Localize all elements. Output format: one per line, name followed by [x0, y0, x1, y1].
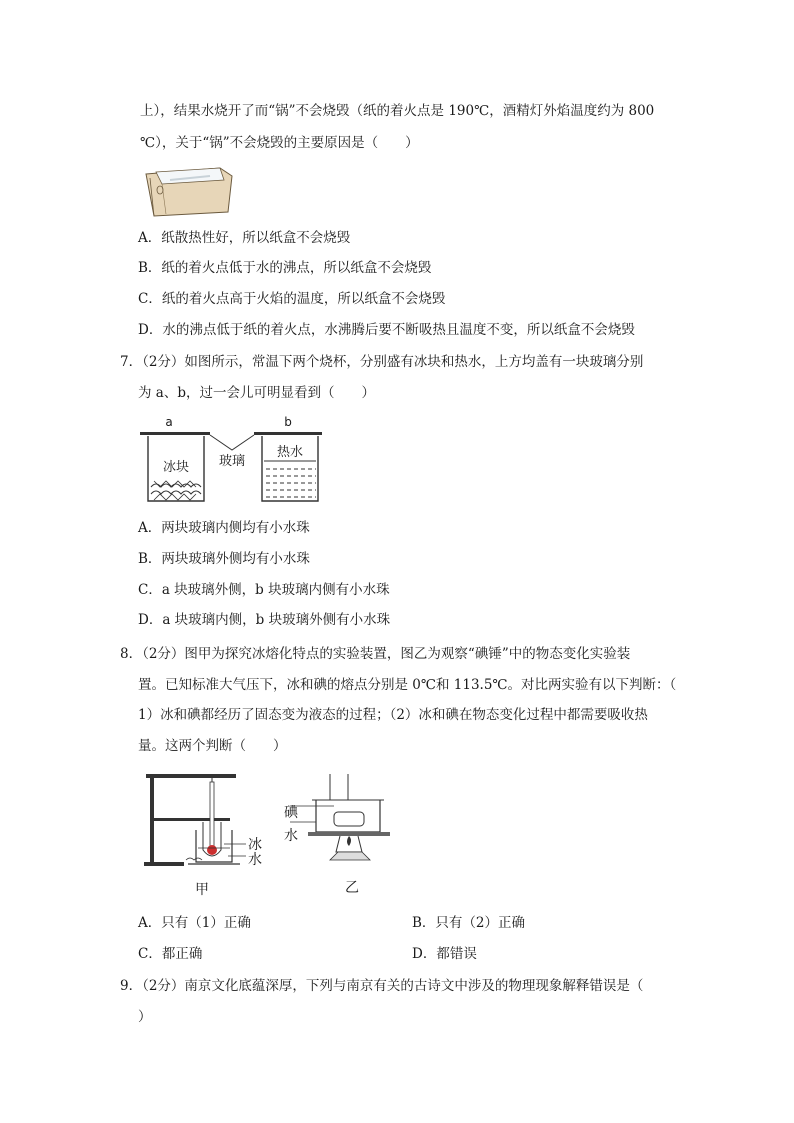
q6-option-c: C．纸的着火点高于火焰的温度，所以纸盒不会烧毁: [138, 291, 446, 307]
q8-option-b: B．只有（2）正确: [412, 915, 526, 931]
figure-label-jia: 甲: [195, 882, 209, 898]
q7-option-c: C．a 块玻璃外侧，b 块玻璃内侧有小水珠: [138, 582, 390, 598]
melting-apparatus-figure: [140, 770, 395, 900]
figure-label-b: b: [284, 415, 292, 429]
figure-label-ice-jia: 冰: [248, 837, 262, 853]
paper-box-pot-figure: [140, 160, 236, 220]
figure-label-yi: 乙: [345, 880, 359, 896]
q8-stem-line-4: 量。这两个判断（ ）: [138, 738, 287, 754]
q9-stem-line-2: ）: [138, 1009, 152, 1025]
q6-option-a: A．纸散热性好，所以纸盒不会烧毁: [138, 230, 351, 246]
q8-stem-line-3: 1）冰和碘都经历了固态变为液态的过程；（2）冰和碘在物态变化过程中都需要吸收热: [138, 707, 648, 723]
q6-stem-line-1: 上），结果水烧开了而“锅”不会烧毁（纸的着火点是 190℃，酒精灯外焰温度约为 800: [140, 103, 655, 119]
figure-label-a: a: [165, 415, 173, 429]
figure-label-hot-water: 热水: [276, 445, 304, 460]
q7-option-d: D．a 块玻璃内侧，b 块玻璃外侧有小水珠: [138, 612, 391, 628]
q7-stem-line-2: 为 a、b，过一会儿可明显看到（ ）: [138, 385, 375, 401]
q8-stem-line-1: 8．（2分）图甲为探究冰熔化特点的实验装置，图乙为观察“碘锤”中的物态变化实验装: [120, 646, 631, 662]
q6-option-b: B．纸的着火点低于水的沸点，所以纸盒不会烧毁: [138, 260, 432, 276]
q6-stem-line-2: ℃），关于“锅”不会烧毁的主要原因是（ ）: [140, 135, 419, 151]
figure-label-iodine: 碘: [284, 805, 298, 821]
q9-stem-line-1: 9．（2分）南京文化底蕴深厚，下列与南京有关的古诗文中涉及的物理现象解释错误是（: [120, 978, 644, 994]
beakers-figure: [136, 413, 326, 511]
q8-option-c: C．都正确: [138, 946, 203, 962]
figure-label-ice: 冰块: [162, 460, 190, 475]
q6-option-d: D．水的沸点低于纸的着火点，水沸腾后要不断吸热且温度不变，所以纸盒不会烧毁: [138, 322, 635, 338]
figure-label-water-yi: 水: [284, 828, 298, 844]
q8-option-a: A．只有（1）正确: [138, 915, 251, 931]
q7-option-a: A．两块玻璃内侧均有小水珠: [138, 520, 310, 536]
q7-option-b: B．两块玻璃外侧均有小水珠: [138, 551, 310, 567]
figure-label-water-jia: 水: [248, 852, 262, 868]
q8-option-d: D．都错误: [412, 946, 477, 962]
q7-stem-line-1: 7．（2分）如图所示，常温下两个烧杯，分别盛有冰块和热水，上方均盖有一块玻璃分别: [120, 354, 644, 370]
q8-stem-line-2: 置。已知标准大气压下，冰和碘的熔点分别是 0℃和 113.5℃。对比两实验有以下判断：（: [138, 677, 677, 693]
figure-label-glass: 玻璃: [218, 454, 246, 469]
